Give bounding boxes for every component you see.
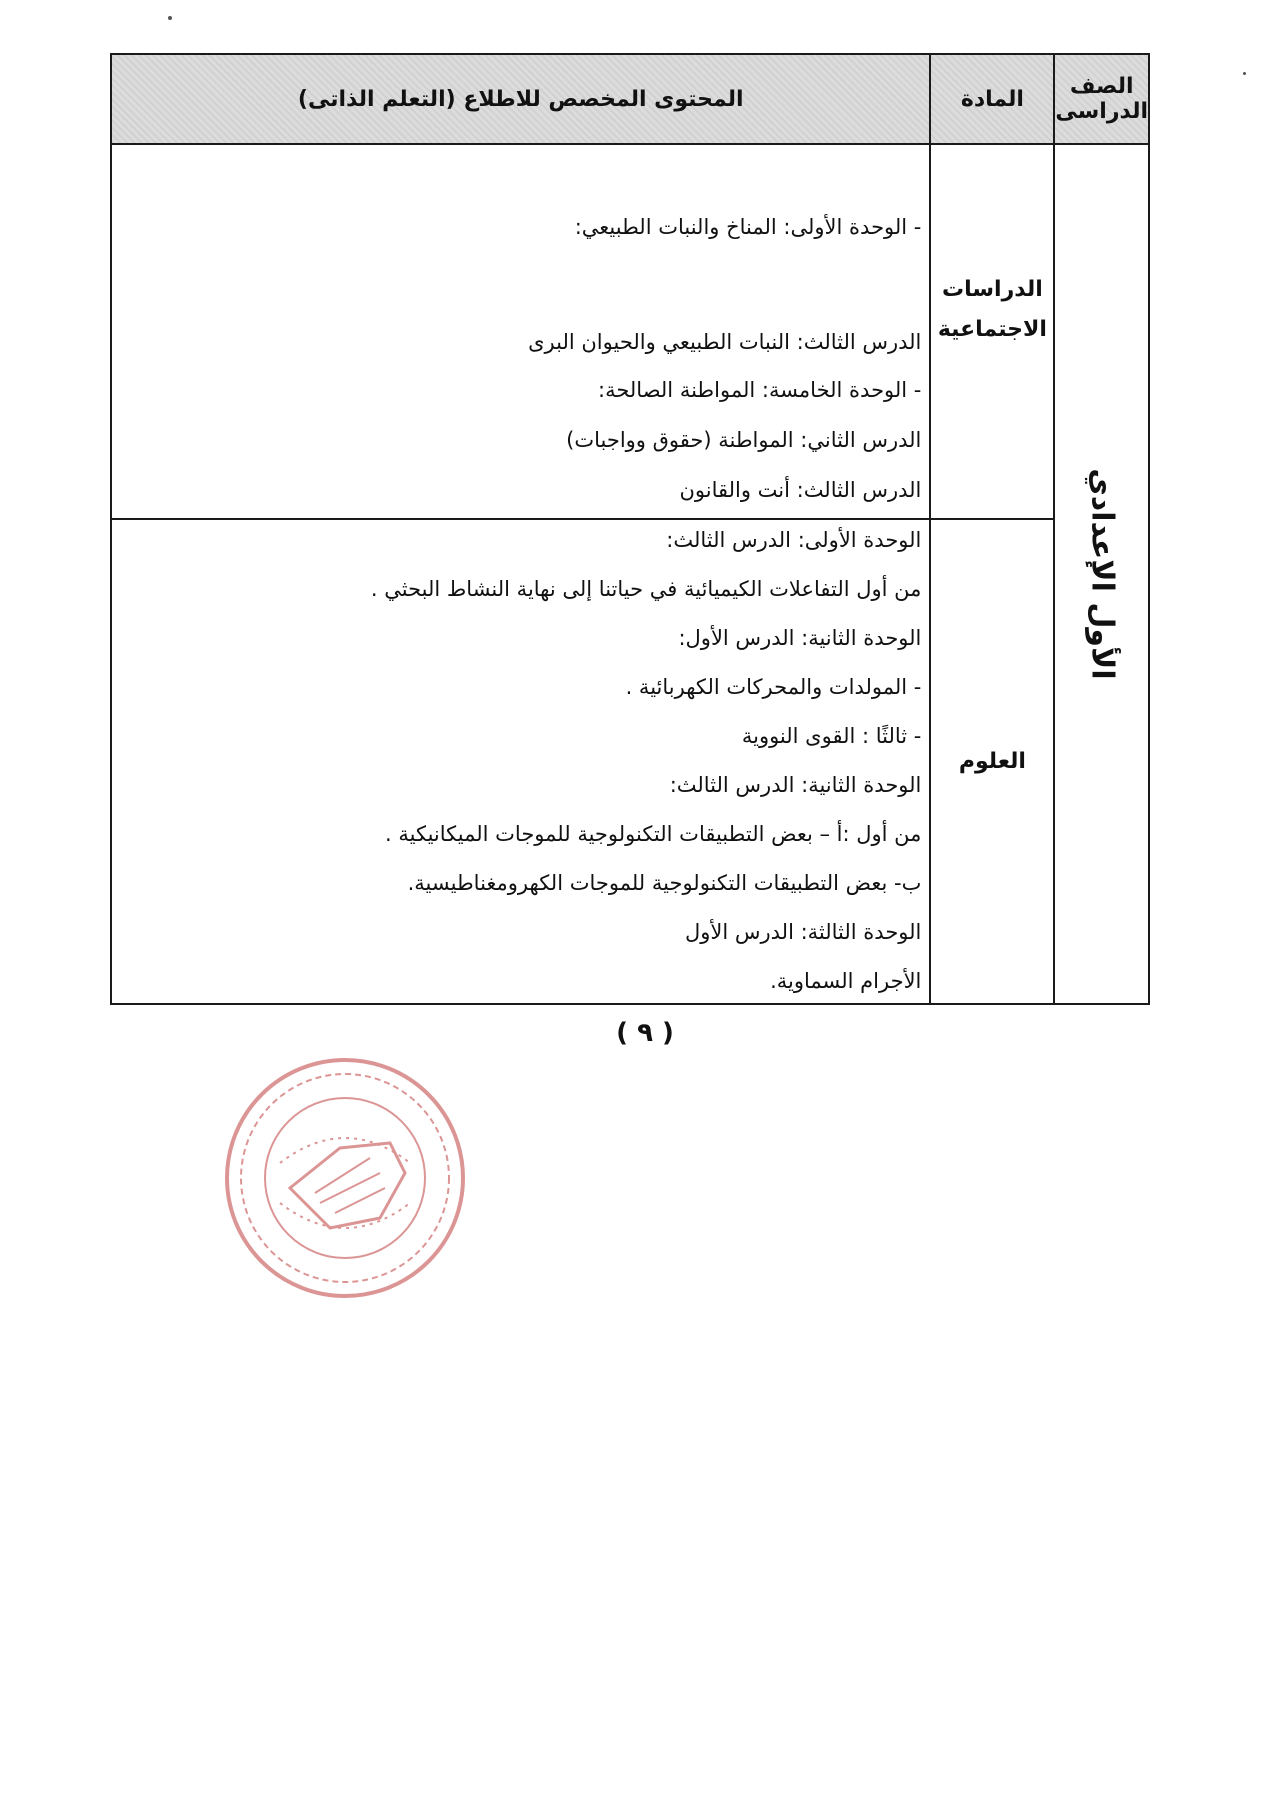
content-line: الدرس الثاني: المواطنة (حقوق وواجبات) xyxy=(566,428,922,452)
subject-cell xyxy=(930,144,1054,519)
subject-label: العلوم xyxy=(958,749,1026,774)
grade-label: الأول الإعدادي xyxy=(1084,468,1120,680)
content-line: من أول :أ – بعض التطبيقات التكنولوجية للموجات الميكانيكية . xyxy=(385,822,922,846)
content-line: - ثالثًا : القوى النووية xyxy=(741,724,922,748)
grade-cell xyxy=(1054,144,1149,1004)
table-header-row xyxy=(111,54,1149,144)
content-line: - المولدات والمحركات الكهربائية . xyxy=(625,675,922,699)
subject-cell xyxy=(930,519,1054,1004)
content-line: - الوحدة الخامسة: المواطنة الصالحة: xyxy=(598,378,922,402)
page-number: ( ٩ ) xyxy=(616,1018,674,1048)
table-row xyxy=(111,144,1149,519)
subject-label: الدراسات الاجتماعية xyxy=(937,277,1047,342)
content-line: الأجرام السماوية. xyxy=(770,969,922,993)
content-line: الوحدة الثالثة: الدرس الأول xyxy=(684,920,922,944)
content-cell xyxy=(111,144,930,519)
header-content: المحتوى المخصص للاطلاع (التعلم الذاتى) xyxy=(111,54,930,144)
content-line: من أول التفاعلات الكيميائية في حياتنا إلى نهاية النشاط البحثي . xyxy=(370,577,922,601)
official-stamp xyxy=(220,1053,470,1303)
content-line: ب- بعض التطبيقات التكنولوجية للموجات الكهرومغناطيسية. xyxy=(407,871,922,895)
content-line: الوحدة الثانية: الدرس الثالث: xyxy=(669,773,922,797)
content-line: الوحدة الثانية: الدرس الأول: xyxy=(678,626,922,650)
content-line: الدرس الثالث: أنت والقانون xyxy=(679,478,922,502)
content-line: - الوحدة الأولى: المناخ والنبات الطبيعي: xyxy=(574,215,922,239)
scan-speck xyxy=(168,16,172,20)
content-line: الوحدة الأولى: الدرس الثالث: xyxy=(666,528,922,552)
table-row xyxy=(111,519,1149,1004)
scan-speck xyxy=(1243,72,1246,75)
content-cell xyxy=(111,519,930,1004)
header-subject: المادة xyxy=(930,54,1054,144)
header-grade: الصف الدراسى xyxy=(1054,54,1149,144)
content-line: الدرس الثالث: النبات الطبيعي والحيوان البرى xyxy=(528,330,922,354)
curriculum-table xyxy=(110,53,1150,1005)
